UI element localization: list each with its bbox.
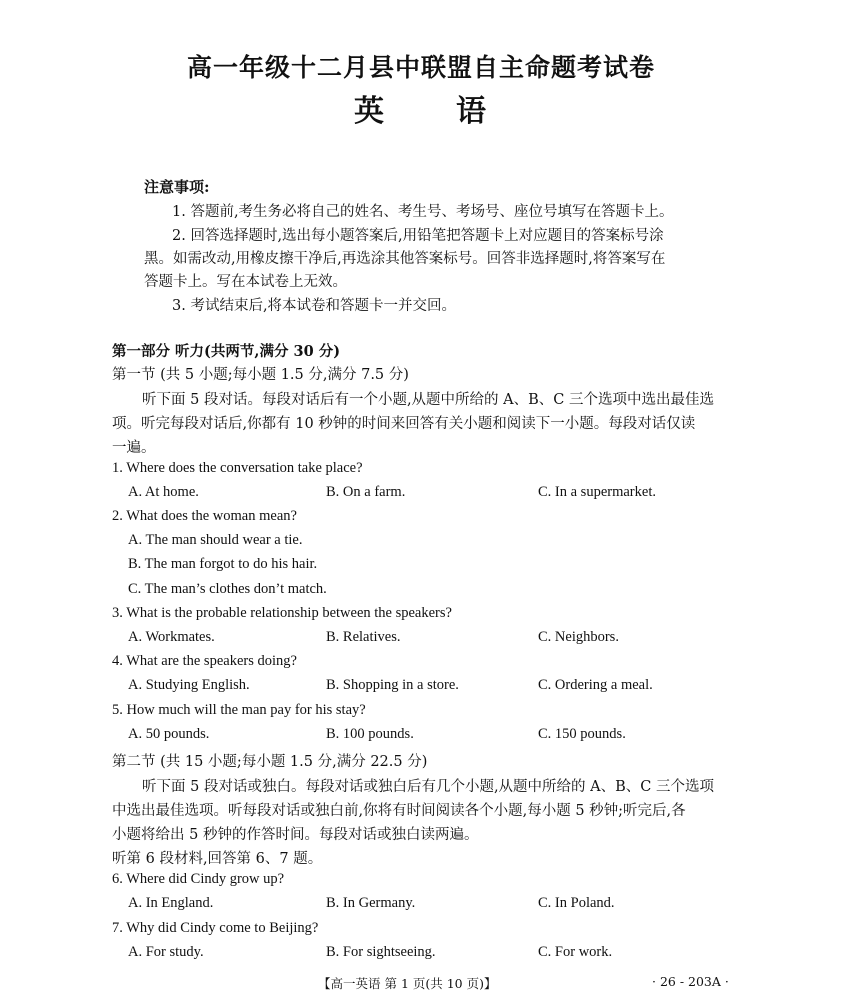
question-stem: 3. What is the probable relationship between the speakers?: [112, 605, 452, 621]
option-c: C. The man’s clothes don’t match.: [128, 581, 327, 597]
option-c: C. For work.: [538, 944, 613, 960]
part1-heading: 第一部分 听力(共两节,满分 30 分): [112, 343, 341, 360]
option-a: A. Workmates.: [128, 629, 215, 645]
question-stem: 4. What are the speakers doing?: [112, 653, 297, 669]
subject-char-1: 英: [354, 94, 384, 129]
option-c: C. 150 pounds.: [538, 726, 626, 742]
option-c: C. In a supermarket.: [538, 484, 656, 500]
section2-instruction: 小题将给出 5 秒钟的作答时间。每段对话或独白读两遍。: [112, 827, 479, 843]
option-b: B. For sightseeing.: [326, 944, 436, 960]
option-a: A. At home.: [128, 484, 199, 500]
question-stem: 5. How much will the man pay for his stay?: [112, 702, 366, 718]
section1-instruction: 听下面 5 段对话。每段对话后有一个小题,从题中所给的 A、B、C 三个选项中选出最佳选: [142, 392, 714, 408]
notice-heading: 注意事项:: [144, 178, 210, 196]
option-a: A. Studying English.: [128, 677, 250, 693]
notice-line: 2. 回答选择题时,选出每小题答案后,用铅笔把答题卡上对应题目的答案标号涂: [172, 228, 664, 244]
option-b: B. The man forgot to do his hair.: [128, 556, 318, 572]
option-a: A. 50 pounds.: [128, 726, 210, 742]
question-stem: 7. Why did Cindy come to Beijing?: [112, 920, 319, 936]
option-a: A. The man should wear a tie.: [128, 532, 303, 548]
section2-instruction: 听下面 5 段对话或独白。每段对话或独白后有几个小题,从题中所给的 A、B、C 三个选项: [142, 779, 714, 795]
option-b: B. Shopping in a store.: [326, 677, 459, 693]
exam-title: 高一年级十二月县中联盟自主命题考试卷: [186, 53, 655, 82]
notice-line: 答题卡上。写在本试卷上无效。: [144, 274, 347, 290]
question-stem: 1. Where does the conversation take place?: [112, 460, 363, 476]
option-c: C. Ordering a meal.: [538, 677, 653, 693]
section1-instruction: 一遍。: [112, 440, 156, 456]
paper-code: · 26 - 203A ·: [652, 974, 729, 989]
notice-line: 3. 考试结束后,将本试卷和答题卡一并交回。: [172, 298, 457, 314]
option-a: A. In England.: [128, 895, 214, 911]
option-c: C. In Poland.: [538, 895, 615, 911]
option-b: B. On a farm.: [326, 484, 406, 500]
option-a: A. For study.: [128, 944, 204, 960]
section2-heading: 第二节 (共 15 小题;每小题 1.5 分,满分 22.5 分): [112, 754, 428, 770]
section1-heading: 第一节 (共 5 小题;每小题 1.5 分,满分 7.5 分): [112, 367, 409, 383]
option-c: C. Neighbors.: [538, 629, 619, 645]
option-b: B. Relatives.: [326, 629, 401, 645]
page-label: 【高一英语 第 1 页(共 10 页)】: [318, 976, 497, 991]
material-note: 听第 6 段材料,回答第 6、7 题。: [112, 851, 323, 867]
section2-instruction: 中选出最佳选项。听每段对话或独白前,你将有时间阅读各个小题,每小题 5 秒钟;听完后,各: [112, 803, 686, 819]
section1-instruction: 项。听完每段对话后,你都有 10 秒钟的时间来回答有关小题和阅读下一小题。每段对话仅读: [112, 416, 696, 432]
notice-line: 1. 答题前,考生务必将自己的姓名、考生号、考场号、座位号填写在答题卡上。: [172, 204, 674, 220]
question-stem: 2. What does the woman mean?: [112, 508, 297, 524]
question-stem: 6. Where did Cindy grow up?: [112, 871, 285, 887]
subject-char-2: 语: [456, 94, 486, 129]
option-b: B. 100 pounds.: [326, 726, 414, 742]
notice-line: 黑。如需改动,用橡皮擦干净后,再选涂其他答案标号。回答非选择题时,将答案写在: [144, 251, 666, 267]
option-b: B. In Germany.: [326, 895, 416, 911]
